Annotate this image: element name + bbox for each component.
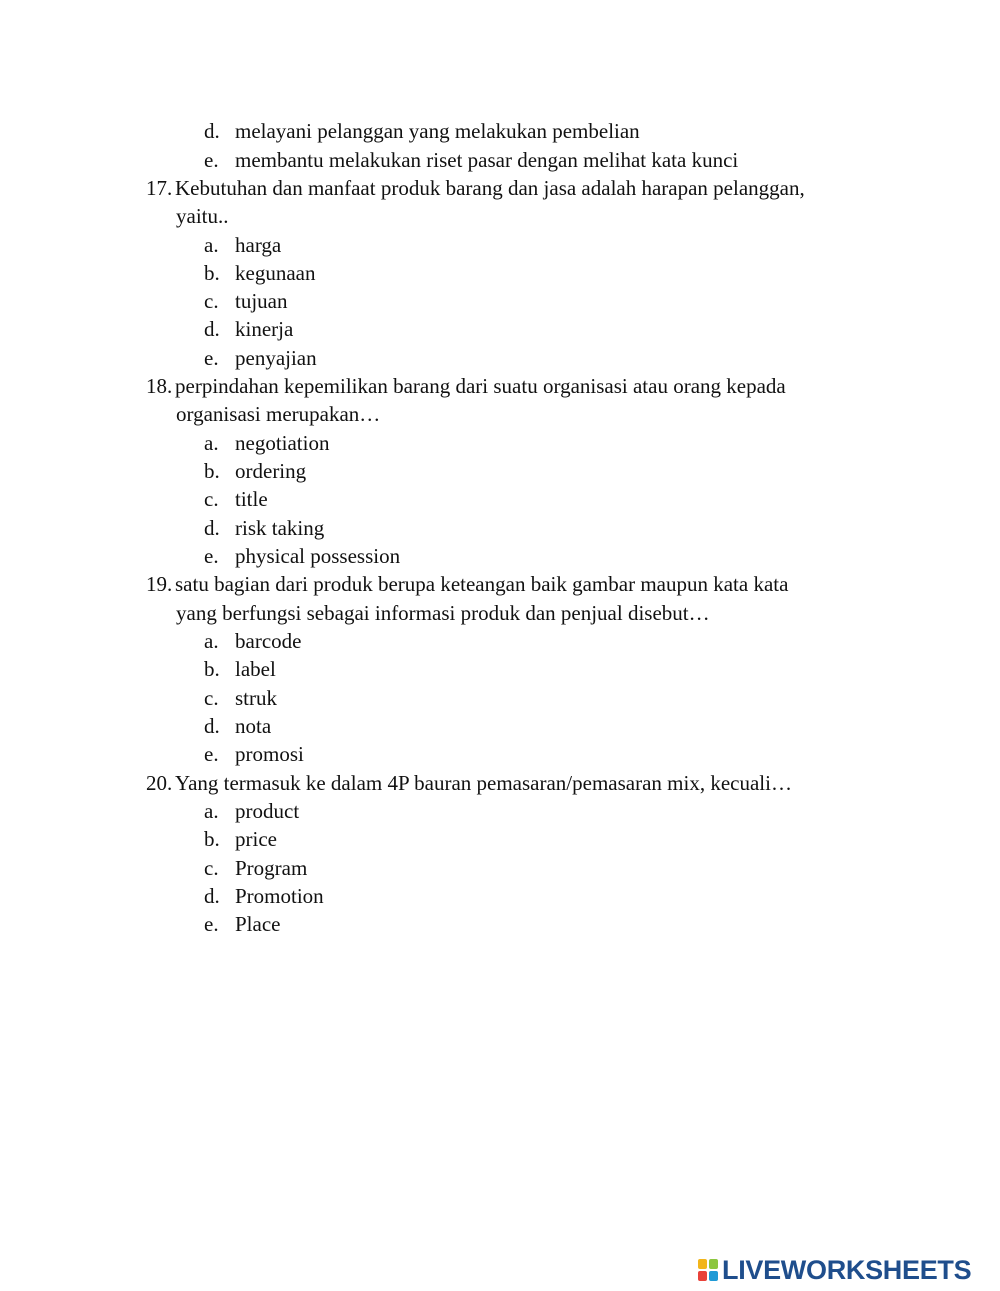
option-letter: d.: [204, 317, 220, 341]
option-text: title: [235, 487, 268, 511]
option-letter: b.: [204, 657, 220, 681]
option-letter: e.: [204, 544, 219, 568]
option-text: promosi: [235, 742, 304, 766]
option-letter: a.: [204, 233, 219, 257]
question-text: Kebutuhan dan manfaat produk barang dan jasa adalah harapan pelanggan,: [175, 176, 805, 200]
option-text: product: [235, 799, 300, 823]
question-text: organisasi merupakan…: [176, 402, 381, 426]
option-text: membantu melakukan riset pasar dengan melihat kata kunci: [235, 148, 739, 172]
option-letter: a.: [204, 431, 219, 455]
question-text: perpindahan kepemilikan barang dari suatu organisasi atau orang kepada: [175, 374, 786, 398]
question-number: 18.: [146, 374, 173, 398]
option-text: melayani pelanggan yang melakukan pembelian: [235, 119, 640, 143]
question-text: yang berfungsi sebagai informasi produk dan penjual disebut…: [176, 601, 710, 625]
option-letter: e.: [204, 912, 219, 936]
question-number: 20.: [146, 771, 173, 795]
option-text: label: [235, 657, 276, 681]
question-text: yaitu..: [176, 204, 229, 228]
option-text: tujuan: [235, 289, 288, 313]
option-letter: e.: [204, 346, 219, 370]
option-letter: b.: [204, 261, 220, 285]
question-text: satu bagian dari produk berupa keteangan baik gambar maupun kata kata: [175, 572, 789, 596]
question-number: 19.: [146, 572, 173, 596]
option-text: nota: [235, 714, 272, 738]
option-letter: e.: [204, 742, 219, 766]
option-letter: d.: [204, 714, 220, 738]
liveworksheets-mark-icon: [697, 1258, 719, 1282]
option-text: harga: [235, 233, 282, 257]
option-text: negotiation: [235, 431, 330, 455]
option-letter: d.: [204, 516, 220, 540]
option-text: physical possession: [235, 544, 401, 568]
option-letter: c.: [204, 289, 219, 313]
option-text: barcode: [235, 629, 302, 653]
option-text: penyajian: [235, 346, 317, 370]
option-letter: d.: [204, 119, 220, 143]
option-text: risk taking: [235, 516, 325, 540]
option-letter: a.: [204, 799, 219, 823]
mark-square-v: [698, 1271, 707, 1281]
option-letter: c.: [204, 856, 219, 880]
option-letter: b.: [204, 827, 220, 851]
option-letter: c.: [204, 686, 219, 710]
liveworksheets-wordmark: LIVEWORKSHEETS: [722, 1254, 972, 1285]
liveworksheets-logo: [697, 1255, 971, 1285]
option-text: ordering: [235, 459, 307, 483]
option-letter: c.: [204, 487, 219, 511]
option-text: price: [235, 827, 277, 851]
option-letter: e.: [204, 148, 219, 172]
option-text: Promotion: [235, 884, 324, 908]
question-text: Yang termasuk ke dalam 4P bauran pemasaran/pemasaran mix, kecuali…: [175, 771, 792, 795]
mark-square-i: [709, 1259, 718, 1269]
question-number: 17.: [146, 176, 173, 200]
mark-square-e: [709, 1271, 718, 1281]
option-text: kinerja: [235, 317, 294, 341]
option-text: Place: [235, 912, 281, 936]
option-letter: a.: [204, 629, 219, 653]
option-letter: b.: [204, 459, 220, 483]
option-text: Program: [235, 856, 308, 880]
option-letter: d.: [204, 884, 220, 908]
option-text: kegunaan: [235, 261, 316, 285]
mark-square-l: [698, 1259, 707, 1269]
option-text: struk: [235, 686, 277, 710]
